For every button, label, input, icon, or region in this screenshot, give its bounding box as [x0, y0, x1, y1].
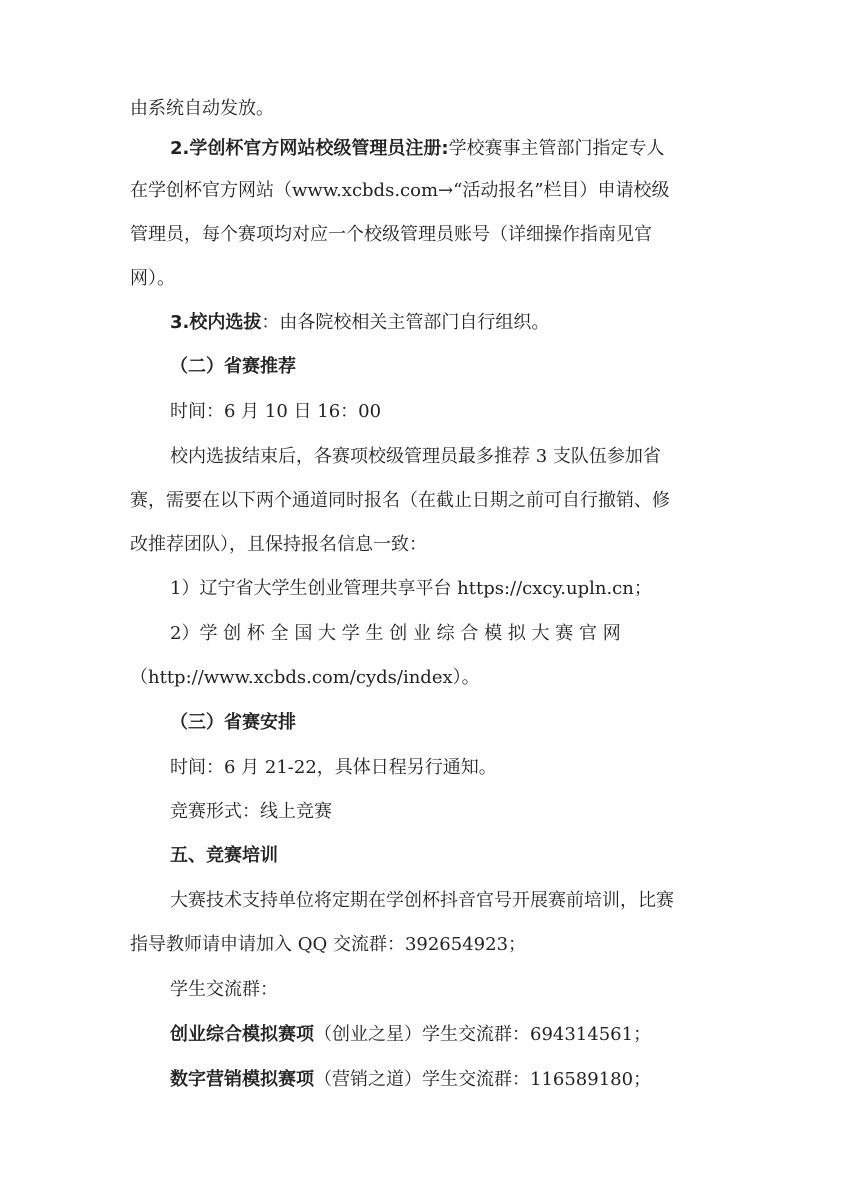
- item-text: 学校赛事主管部门指定专人: [448, 138, 665, 159]
- item-heading: 数字营销模拟赛项: [170, 1069, 314, 1090]
- paragraph-line: 改推荐团队），且保持报名信息一致：: [130, 534, 427, 555]
- paragraph-line: [170, 1067, 651, 1093]
- item-text: ：由各院校相关主管部门自行组织。: [261, 312, 550, 333]
- paragraph-line: 大赛技术支持单位将定期在学创杯抖音官号开展赛前培训，比赛: [170, 890, 674, 911]
- paragraph-line: 赛，需要在以下两个通道同时报名（在截止日期之前可自行撤销、修: [130, 490, 670, 511]
- paragraph-line: （http://www.xcbds.com/cyds/index）。: [130, 667, 480, 688]
- section-heading: （三）省赛安排: [170, 712, 296, 733]
- item-heading: 3.校内选拔: [170, 312, 262, 333]
- paragraph-line: [170, 1022, 651, 1048]
- section-heading: （二）省赛推荐: [170, 356, 296, 377]
- item-heading: 创业综合模拟赛项: [170, 1024, 314, 1045]
- paragraph-line: 网）。: [130, 268, 175, 289]
- paragraph-line: 2）学 创 杯 全 国 大 学 生 创 业 综 合 模 拟 大 赛 官 网: [170, 623, 621, 644]
- paragraph-line: [170, 310, 549, 336]
- paragraph-line: 指导教师请申请加入 QQ 交流群：392654923；: [130, 934, 527, 955]
- item-heading: 2.学创杯官方网站校级管理员注册:: [170, 138, 449, 159]
- paragraph-line: 在学创杯官方网站（www.xcbds.com→“活动报名”栏目）申请校级: [130, 180, 670, 201]
- paragraph-line: 管理员，每个赛项均对应一个校级管理员账号（详细操作指南见官: [130, 224, 652, 245]
- item-text: （营销之道）学生交流群：116589180；: [314, 1069, 652, 1090]
- paragraph-line: 1）辽宁省大学生创业管理共享平台 https://cxcy.upln.cn；: [170, 578, 652, 599]
- paragraph-line: [170, 136, 665, 162]
- paragraph-line: 校内选拔结束后，各赛项校级管理员最多推荐 3 支队伍参加省: [170, 446, 661, 467]
- paragraph-line: 由系统自动发放。: [130, 98, 274, 119]
- paragraph-line: 竞赛形式：线上竞赛: [170, 801, 332, 822]
- paragraph-line: 学生交流群：: [170, 979, 278, 1000]
- section-heading: 五、竞赛培训: [170, 845, 278, 866]
- paragraph-line: 时间：6 月 10 日 16：00: [170, 401, 382, 422]
- item-text: （创业之星）学生交流群：694314561；: [314, 1024, 652, 1045]
- paragraph-line: 时间：6 月 21-22，具体日程另行通知。: [170, 757, 497, 778]
